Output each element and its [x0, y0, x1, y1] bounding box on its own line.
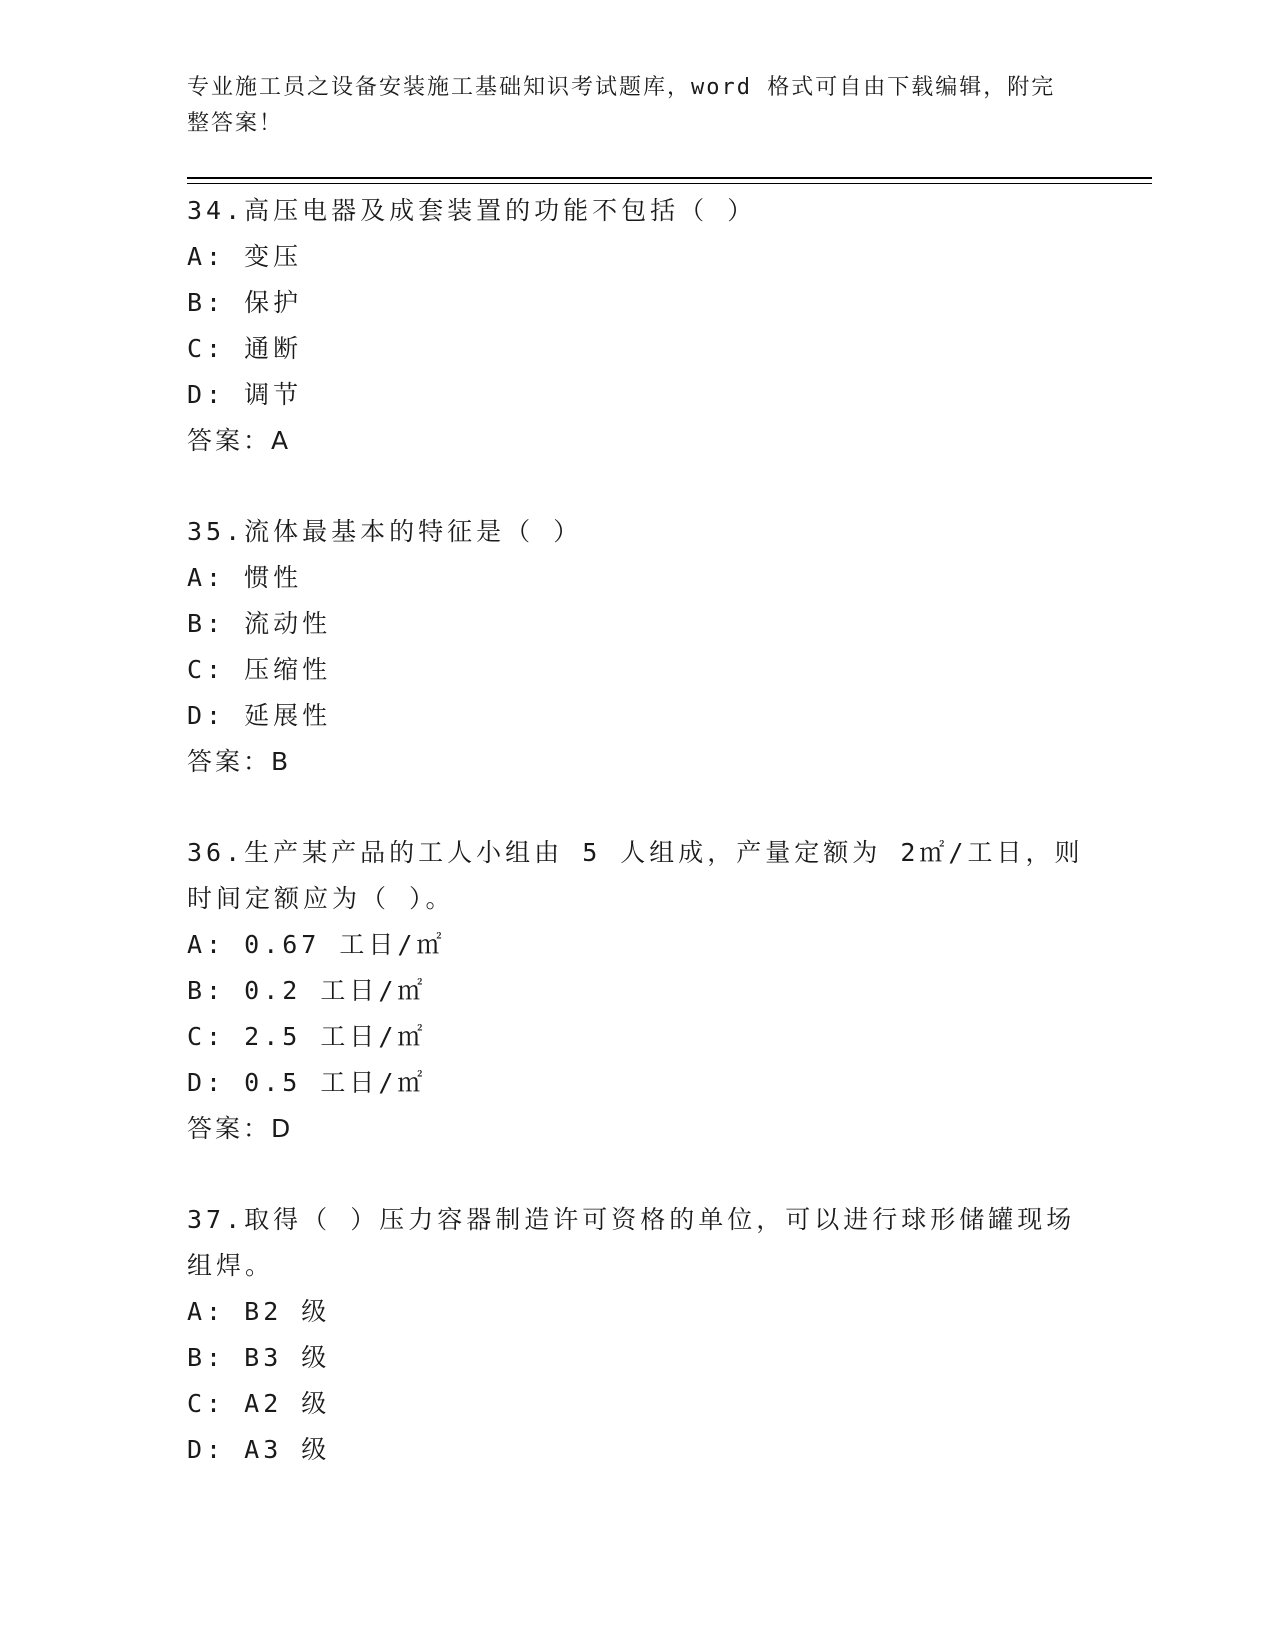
option-b: B: B3 级	[187, 1343, 331, 1372]
option-c: C: 压缩性	[187, 655, 332, 684]
question-stem: 37.取得（ ）压力容器制造许可资格的单位，可以进行球形储罐现场组焊。	[187, 1205, 1076, 1280]
option-d: D: 调节	[187, 380, 303, 409]
answer-value: A	[271, 426, 290, 455]
option-c: C: 通断	[187, 334, 303, 363]
question-35	[187, 509, 1087, 785]
answer-value: D	[271, 1114, 292, 1143]
option-d: D: 0.5 工日/㎡	[187, 1068, 427, 1097]
question-34	[187, 188, 1087, 464]
answer-line	[187, 418, 1087, 464]
question-37	[187, 1197, 1087, 1473]
answer-label: 答案：	[187, 426, 272, 455]
answer-value: B	[271, 747, 290, 776]
question-36	[187, 830, 1087, 1152]
option-b: B: 保护	[187, 288, 303, 317]
option-a: A: 0.67 工日/㎡	[187, 930, 446, 959]
option-d: D: 延展性	[187, 701, 332, 730]
answer-line	[187, 1106, 1087, 1152]
document-header: 专业施工员之设备安装施工基础知识考试题库，word 格式可自由下载编辑，附完整答案！	[187, 75, 1056, 136]
option-a: A: B2 级	[187, 1297, 331, 1326]
answer-label: 答案：	[187, 747, 272, 776]
option-c: C: A2 级	[187, 1389, 331, 1418]
question-stem: 36.生产某产品的工人小组由 5 人组成，产量定额为 2㎡/工日，则时间定额应为（ ）。	[187, 838, 1084, 913]
header-divider-thin	[187, 183, 1152, 184]
option-a: A: 惯性	[187, 563, 303, 592]
question-stem: 34.高压电器及成套装置的功能不包括（ ）	[187, 196, 757, 225]
answer-line	[187, 739, 1087, 785]
option-c: C: 2.5 工日/㎡	[187, 1022, 427, 1051]
answer-label: 答案：	[187, 1114, 272, 1143]
header-divider-thick	[187, 177, 1152, 179]
option-d: D: A3 级	[187, 1435, 331, 1464]
option-b: B: 0.2 工日/㎡	[187, 976, 427, 1005]
option-b: B: 流动性	[187, 609, 332, 638]
question-list	[187, 188, 1087, 1518]
question-stem: 35.流体最基本的特征是（ ）	[187, 517, 583, 546]
option-a: A: 变压	[187, 242, 303, 271]
